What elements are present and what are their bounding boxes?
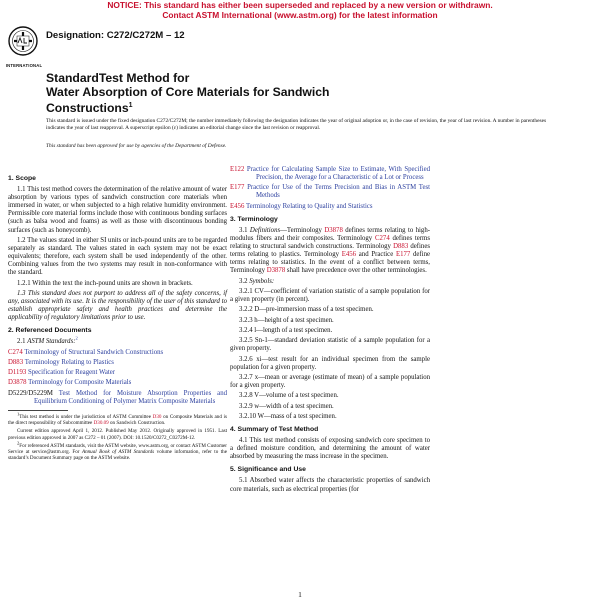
designation: Designation: C272/C272M – 12: [46, 30, 185, 41]
ref-title: Practice for Use of the Terms Precision and Bias in ASTM Test Methods: [247, 184, 430, 200]
ref-title: Test Method for Moisture Absorption Properties and Equilibrium Conditioning of Polymer Matrix Composite Materials: [34, 389, 227, 405]
title-line-3: Constructions$^1$: [46, 101, 133, 116]
section-terminology-heading: 3. Terminology: [230, 215, 278, 223]
ref-e456[interactable]: [230, 203, 430, 211]
title-line-2: Water Absorption of Core Materials for Sandwich: [46, 84, 330, 99]
para-1-1: 1.1 This test method covers the determination of the relative amount of water absorption by various types of sandwich construction core materials when immersed in water, or when subjected to a high relative humidity environment. Permissible core material forms include those with continuous bonding surfaces (such as balsa wood and foams) as well as those with discontinuous bonding surfaces (such as honeycomb).: [8, 186, 227, 234]
ref-title: Terminology Relating to Quality and Statistics: [245, 202, 373, 210]
footnote-1-edition: Current edition approved April 1, 2012. Published May 2012. Originally approved in 1951. Last previous edition approved in 2007 as C272 – 01 (2007). DOI: 10.1520/C0272_C0272M-12.: [8, 428, 227, 441]
ref-e177[interactable]: [230, 184, 430, 200]
dod-approval-note: This standard has been approved for use by agencies of the Department of Defense.: [46, 143, 227, 149]
notice-line-1: NOTICE: This standard has either been superseded and replaced by a new version or withdrawn.: [107, 0, 493, 10]
issuance-note: This standard is issued under the fixed designation C272/C272M; the number immediately following the designation indicates the year of original adoption or, in the case of revision, the year of last revision. A number in parentheses indicates the year of last reapproval. A superscript epsilon (ε) indicates an editorial change since the last revision or reapproval.: [46, 118, 547, 131]
section-significance-heading: 5. Significance and Use: [230, 466, 306, 474]
right-column: [230, 166, 430, 496]
ref-d3878[interactable]: [8, 379, 227, 387]
para-3-2-7: 3.2.7 x—mean or average (estimate of mean) of a sample population for a given property.: [230, 373, 430, 390]
ref-code: D883: [8, 358, 24, 366]
para-3-2-6: 3.2.6 xi—test result for an individual specimen from the sample population for a given property.: [230, 355, 430, 371]
para-3-2-1: 3.2.1 CV—coefficient of variation statistic of a sample population for a given property (in percent).: [230, 287, 430, 304]
left-column: [8, 170, 227, 464]
para-3-2: 3.2 Symbols:: [239, 277, 275, 285]
para-3-2-2: 3.2.2 D—pre-immersion mass of a test specimen.: [239, 306, 374, 314]
para-1-2: 1.2 The values stated in either SI units or inch-pound units are to be regarded separately as standard. The values stated in each system may not be exact equivalents; therefore, each system shall be used independently of the other. Combining values from the two systems may result in non-conformance with the standard.: [8, 236, 227, 277]
ref-code: D3878: [8, 379, 27, 387]
ref-code: C274: [8, 348, 23, 356]
notice-line-2: Contact ASTM International (www.astm.org) for the latest information: [162, 10, 438, 20]
ref-title: Terminology of Structural Sandwich Constructions: [24, 348, 164, 356]
ref-title: Specification for Reagent Water: [27, 369, 116, 377]
para-1-2-1: 1.2.1 Within the text the inch-pound units are shown in brackets.: [17, 279, 193, 287]
para-5-1: 5.1 Absorbed water affects the characteristic properties of sandwich core materials, such as electrical properties (for: [230, 477, 430, 493]
para-3-2-9: 3.2.9 w—width of a test specimen.: [239, 402, 334, 410]
footnote-2: $^2$For referenced ASTM standards, visit the ASTM website, www.astm.org, or contact ASTM Customer Service at service@astm.org. For Annual Book of ASTM Standards volume information, refer to the standard’s Document Summary page on the ASTM website.: [8, 440, 227, 462]
ref-code: E122: [230, 166, 245, 173]
ref-d1193[interactable]: [8, 369, 227, 377]
para-2-1: 2.1 ASTM Standards:$^2$: [17, 335, 78, 346]
logo-label: INTERNATIONAL: [5, 63, 43, 68]
document-title: [46, 72, 566, 116]
ref-e122[interactable]: [230, 166, 430, 182]
ref-title: Terminology for Composite Materials: [28, 379, 132, 387]
ref-code: D5229/D5229M: [8, 389, 53, 397]
footnote-1: $^1$This test method is under the jurisdiction of ASTM Committee D30 on Composite Materials and is the direct responsibility of Subcommittee D30.09 on Sandwich Construction.: [8, 411, 227, 427]
para-3-2-3: 3.2.3 h—height of a test specimen.: [239, 316, 334, 324]
para-3-1: 3.1 Definitions—Terminology D3878 defines terms relating to high-modulus fibers and their composites. Terminology C274 defines terms relating to structural sandwich constructions. Terminology D883 defines terms relating to plastics. Terminology E456 and Practice E177 define terms relating to statistics. In the event of a conflict between terms, Terminology D3878 shall have precedence over the other terminologies.: [230, 226, 430, 275]
astm-logo-icon: [8, 26, 38, 62]
para-3-2-4: 3.2.4 l—length of a test specimen.: [239, 326, 333, 334]
section-refs-heading: 2. Referenced Documents: [8, 327, 92, 335]
para-4-1: 4.1 This test method consists of exposing sandwich core specimen to a defined moisture condition, and determining the amount of water absorbed by measuring the mass increase in the specimen.: [230, 437, 430, 461]
ref-d5229[interactable]: [8, 390, 227, 406]
para-3-2-5: 3.2.5 Sn-1—standard deviation statistic of a sample population for a given property.: [230, 337, 430, 353]
para-3-2-10: 3.2.10 W—mass of a test specimen.: [239, 412, 337, 420]
ref-d883[interactable]: [8, 359, 227, 367]
withdrawn-notice: [0, 0, 600, 20]
para-1-3: 1.3 This standard does not purport to address all of the safety concerns, if any, associated with its use. It is the responsibility of the user of this standard to establish appropriate safety and health practices and determine the applicability of regulatory limitations prior to use.: [8, 289, 227, 322]
ref-code: D1193: [8, 369, 27, 377]
section-scope-heading: 1. Scope: [8, 175, 36, 182]
title-footnote-mark: 1: [128, 102, 133, 109]
ref-code: E456: [230, 202, 245, 210]
title-line-1: StandardTest Method for: [46, 71, 190, 85]
page-number: 1: [298, 590, 302, 599]
para-3-2-8: 3.2.8 V—volume of a test specimen.: [239, 392, 339, 400]
ref-code: E177: [230, 184, 245, 192]
section-summary-heading: 4. Summary of Test Method: [230, 425, 319, 433]
ref-c274[interactable]: [8, 349, 227, 357]
ref-title: Terminology Relating to Plastics: [24, 358, 114, 366]
ref-title: Practice for Calculating Sample Size to Estimate, With Specified Precision, the Average for a Characteristic of a Lot or Process: [246, 166, 430, 182]
